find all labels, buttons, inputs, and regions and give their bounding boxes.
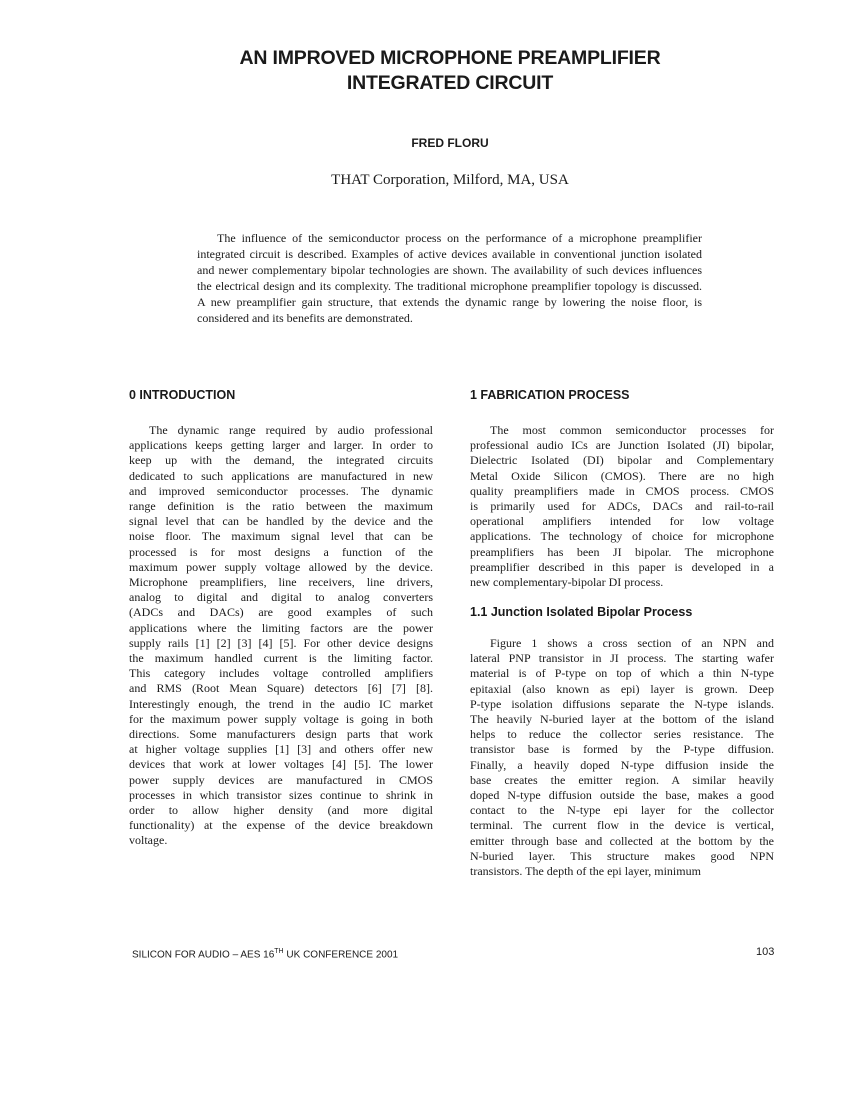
text-line: is primarily used for ADCs, DACs and rail-to-rail [470, 499, 774, 514]
text-line: new complementary-bipolar DI process. [470, 575, 664, 590]
text-line: applications. The technology of choice for microphone [470, 529, 774, 544]
subsection-heading-junction-isolated: 1.1 Junction Isolated Bipolar Process [470, 605, 693, 619]
text-line: base creates the emitter region. A similar heavily [470, 772, 774, 787]
page-number: 103 [756, 946, 775, 958]
text-line: doped N-type diffusion outside the base, makes a good [470, 788, 774, 803]
text-line: transistor base is formed by the P-type diffusion. [470, 742, 774, 757]
text-line: and improved semiconductor processes. The dynamic [129, 483, 433, 498]
text-line: professional audio ICs are Junction Isolated (JI) bipolar, [470, 438, 774, 453]
title-line-2: INTEGRATED CIRCUIT [346, 72, 554, 94]
text-line: analog to digital and digital to analog converters [129, 590, 433, 605]
text-line: maximum power supply voltage allowed by the device. [129, 559, 433, 574]
text-line: processed is for most designs a function of the [129, 544, 433, 559]
conference-footer [132, 948, 398, 960]
text-line: range definition is the ratio between the maximum [129, 499, 433, 514]
text-line: supply rails [1] [2] [3] [4] [5]. For other device designs [129, 635, 433, 650]
text-line: and RMS (Root Mean Square) detectors [6] [7] [8]. [129, 681, 433, 696]
text-line: at higher voltage supplies [1] [3] and others offer new [129, 742, 433, 757]
text-line: Metal Oxide Silicon (CMOS). There are no high [470, 468, 774, 483]
text-line: terminal. The current flow in the device is vertical, [470, 818, 774, 833]
text-line: functionality) at the expense of the device breakdown [129, 818, 433, 833]
text-line: the maximum handled current is the limiting factor. [129, 651, 433, 666]
section-heading-fabrication-process: 1 FABRICATION PROCESS [470, 388, 630, 402]
text-line: power supply devices are manufactured in CMOS [129, 772, 433, 787]
text-line: preamplifiers has been JI bipolar. The microphone [470, 544, 774, 559]
text-line: directions. Some manufacturers design parts that work [129, 727, 433, 742]
footer-superscript: TH [274, 948, 284, 955]
text-line: contact to the N-type epi layer for the collector [470, 803, 774, 818]
text-line: Finally, a heavily doped N-type diffusion inside the [470, 757, 774, 772]
text-line: N-buried layer. This structure makes good NPN [470, 848, 774, 863]
text-line: This category includes voltage controlled amplifiers [129, 666, 433, 681]
text-line: noise floor. The maximum signal level that can be [129, 529, 433, 544]
text-line: devices that work at lower voltages [4] [5]. The lower [129, 757, 433, 772]
introduction-text [129, 423, 433, 849]
text-line: The most common semiconductor processes for [490, 423, 774, 437]
text-line: epitaxial (also known as epi) layer is grown. Deep [470, 681, 774, 696]
text-line: keep up with the demand, the integrated circuits [129, 453, 433, 468]
text-line: lateral PNP transistor in JI process. The starting wafer [470, 651, 774, 666]
author-name: FRED FLORU [411, 136, 489, 150]
text-line: quality preamplifiers made in CMOS process. CMOS [470, 483, 774, 498]
text-line: order to allow higher density (and more digital [129, 803, 433, 818]
text-line: helps to reduce the collector series resistance. The [470, 727, 774, 742]
text-line: preamplifier described in this paper is developed in a [470, 559, 774, 574]
text-line: Microphone preamplifiers, line receivers, line drivers, [129, 575, 433, 590]
text-line: applications where the limiting factors are the power [129, 620, 433, 635]
text-line: (ADCs and DACs) are good examples of such [129, 605, 433, 620]
text-line: transistors. The depth of the epi layer, minimum [470, 864, 701, 879]
footer-text-end: UK CONFERENCE 2001 [283, 949, 399, 961]
text-line: dedicated to such applications are manufactured in new [129, 468, 433, 483]
text-line: Dielectric Isolated (DI) bipolar and Complementary [470, 453, 774, 468]
text-line: Interestingly enough, the trend in the audio IC market [129, 696, 433, 711]
text-line: material is of P-type on top of which a thin N-type [470, 666, 774, 681]
text-line: signal level that can be handled by the device and the [129, 514, 433, 529]
text-line: Figure 1 shows a cross section of an NPN and [490, 636, 774, 650]
footer-text-start: SILICON FOR AUDIO – AES 16 [132, 949, 275, 961]
text-line: applications keeps getting larger and larger. In order to [129, 438, 433, 453]
title-line-1: AN IMPROVED MICROPHONE PREAMPLIFIER [239, 47, 661, 69]
abstract: The influence of the semiconductor process on the performance of a microphone preamplifier integrated circuit is described. Examples of active devices available in conventional junction isolated and newer complementary bipolar technologies are shown. The availability of such devices influences the electrical design and its complexity. The traditional microphone preamplifier topology is discussed. A new preamplifier gain structure, that extends the dynamic range by lowering the noise floor, is considered and its benefits are demonstrated. [197, 231, 702, 325]
text-line: emitter through base and collected at the bottom by the [470, 833, 774, 848]
paper-title [150, 46, 750, 96]
fabrication-process-text [470, 423, 774, 590]
text-line: The heavily N-buried layer at the bottom of the island [470, 712, 774, 727]
text-line: processes in which transistor sizes continue to shrink in [129, 787, 433, 802]
text-line: voltage. [129, 833, 168, 848]
section-heading-introduction: 0 INTRODUCTION [129, 388, 236, 402]
text-line: P-type isolation diffusions separate the N-type islands. [470, 696, 774, 711]
text-line: The dynamic range required by audio professional [149, 423, 433, 437]
junction-isolated-text [470, 636, 774, 879]
text-line: operational amplifiers intended for low voltage [470, 514, 774, 529]
author-affiliation: THAT Corporation, Milford, MA, USA [331, 172, 569, 188]
text-line: for the maximum power supply voltage is going in both [129, 711, 433, 726]
